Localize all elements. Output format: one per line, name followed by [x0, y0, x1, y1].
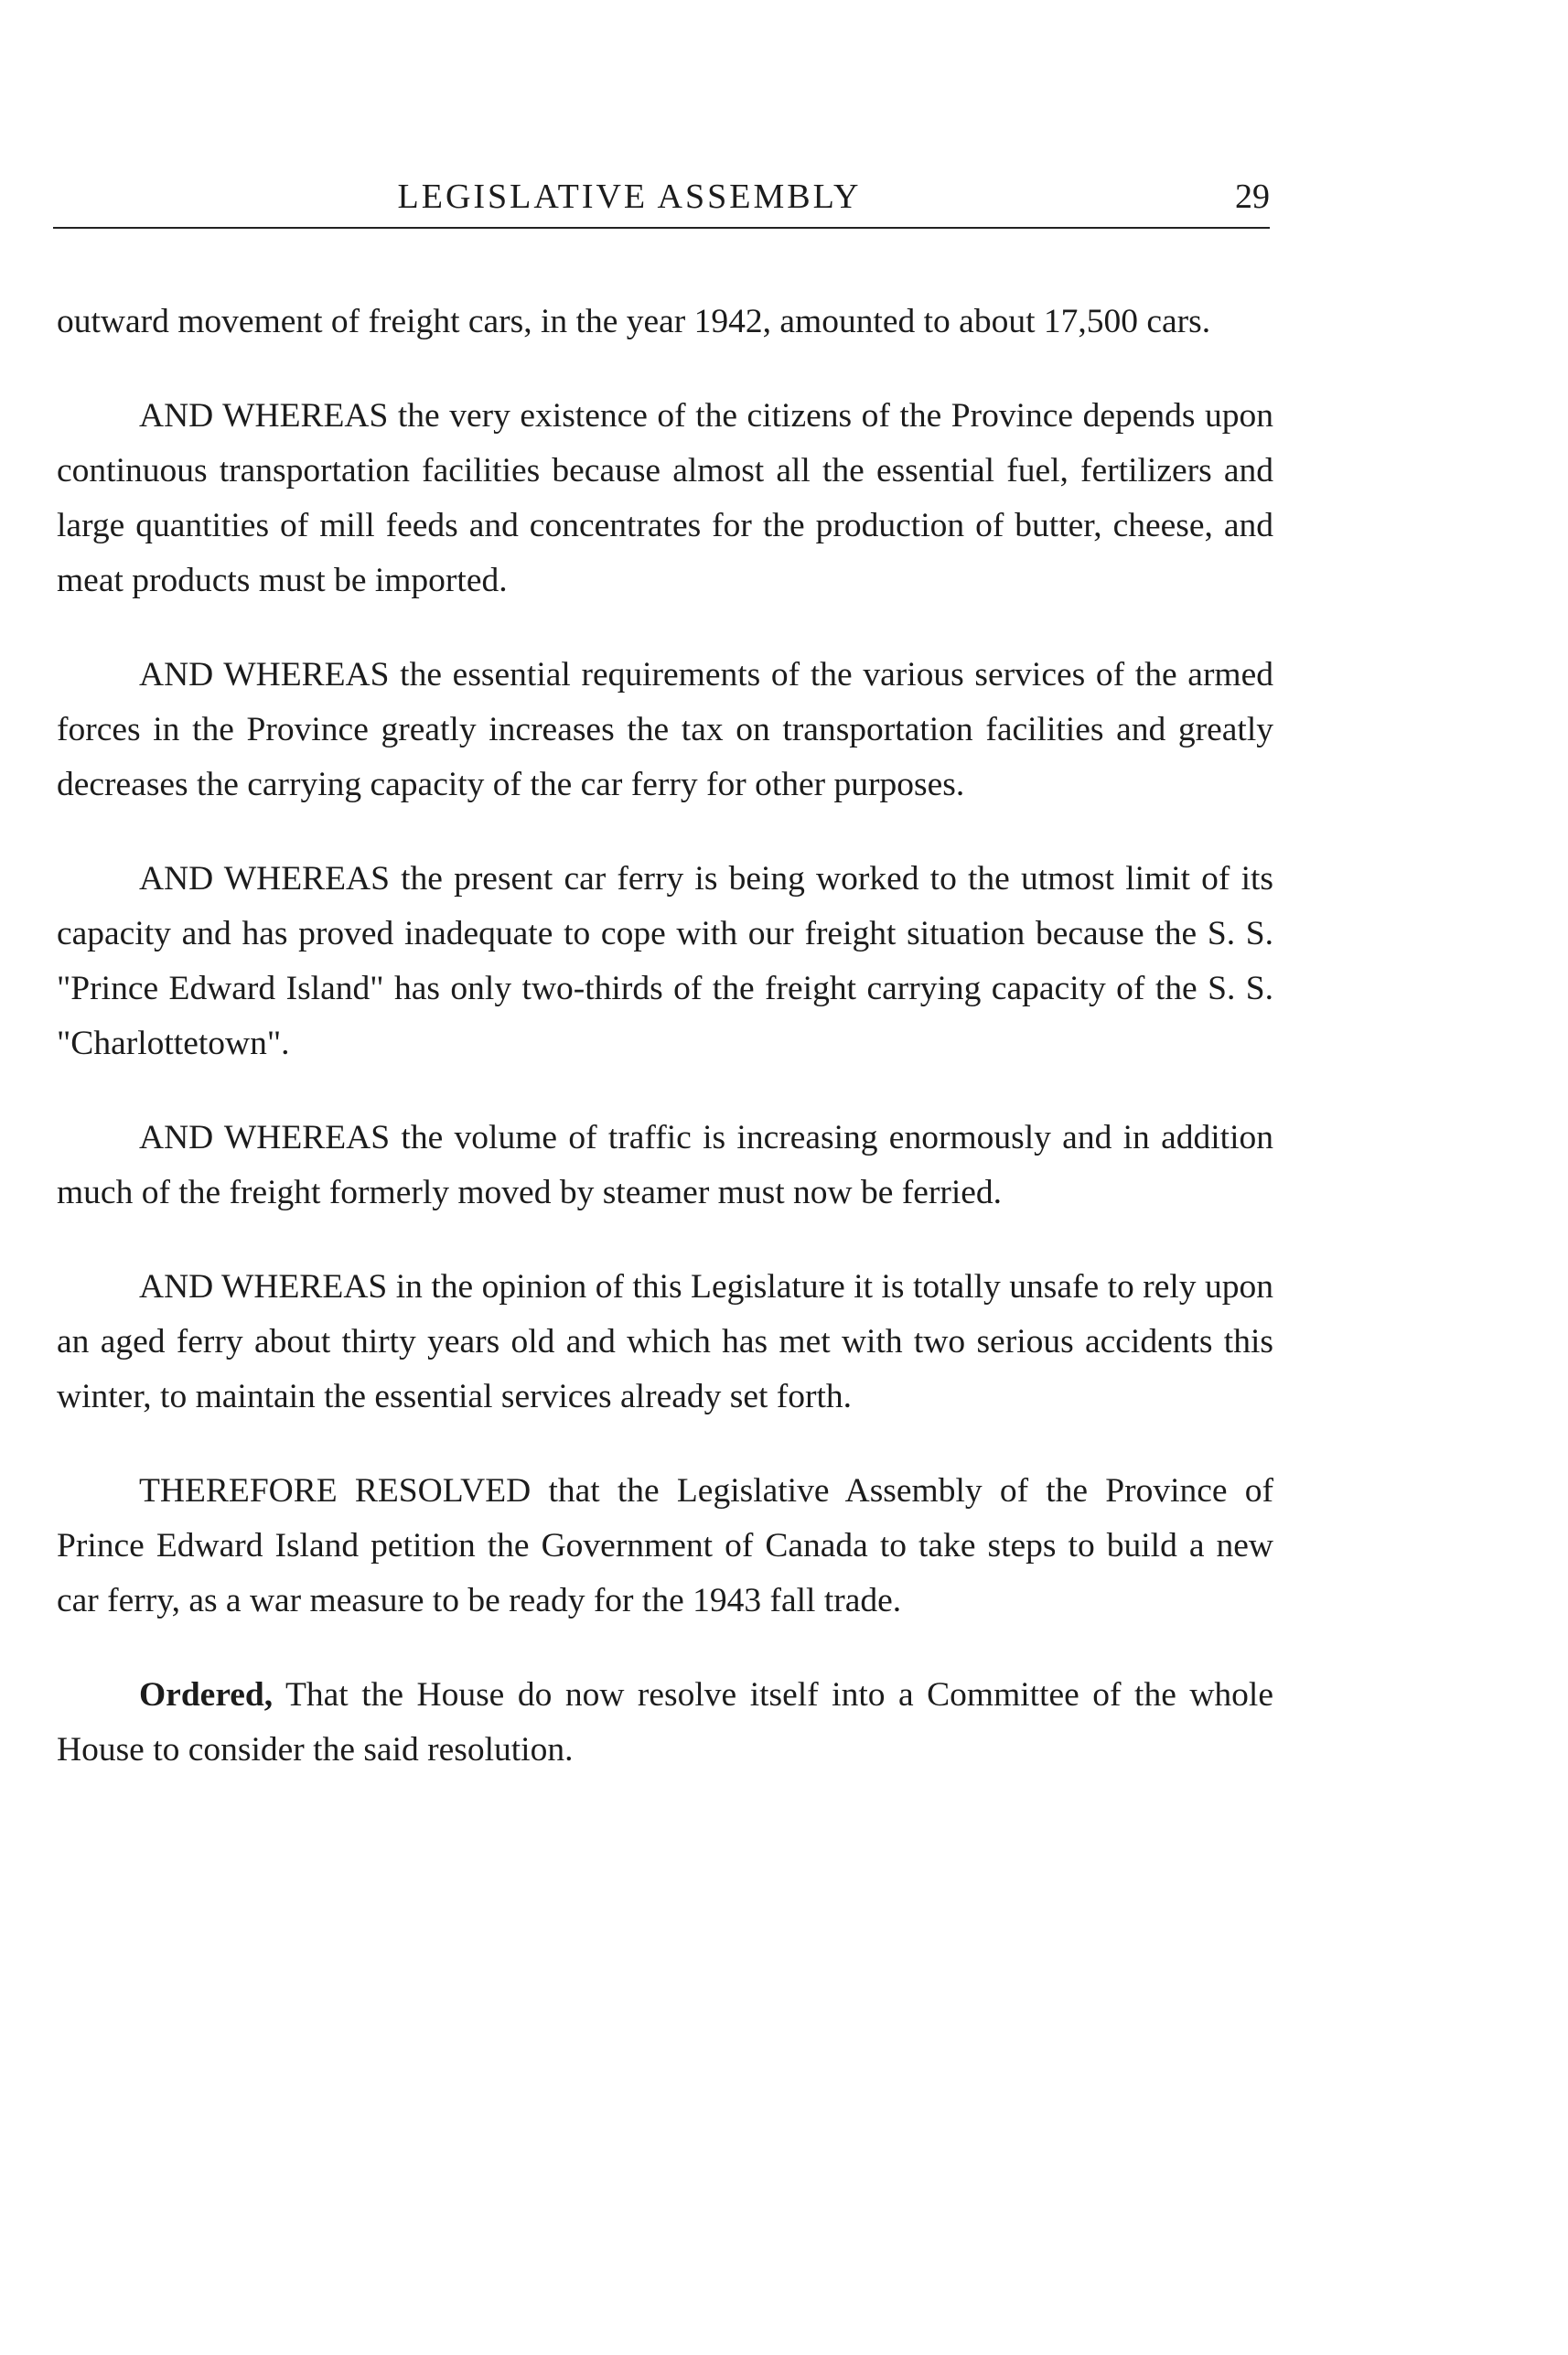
paragraph-whereas-existence: AND WHEREAS the very existence of the citizens of the Province depends upon continuous transportation facilities because almost all the essential fuel, fertilizers and large quantities of mill feeds and concentrates for the production of butter, cheese, and meat products must be imported. [57, 397, 1273, 599]
body-text [57, 295, 1273, 1817]
header-rule [53, 227, 1270, 229]
paragraph-continuation: outward movement of freight cars, in the year 1942, amounted to about 17,500 cars. [57, 303, 1211, 340]
paragraph-whereas-present-ferry: AND WHEREAS the present car ferry is being worked to the utmost limit of its capacity and has proved inadequate to cope with our freight situation because the S. S. "Prince Edward Island" has only two-thirds of the freight carrying capacity of the S. S. "Charlottetown". [57, 860, 1273, 1062]
page-number: 29 [1235, 177, 1270, 216]
running-title: LEGISLATIVE ASSEMBLY [397, 177, 862, 216]
running-header [53, 174, 1270, 229]
ordered-text: That the House do now resolve itself into a Committee of the whole House to consider the said resolution. [57, 1676, 1273, 1769]
paragraph-therefore-resolved: THEREFORE RESOLVED that the Legislative Assembly of the Province of Prince Edward Island petition the Government of Canada to take steps to build a new car ferry, as a war measure to be ready for the 1943 fall trade. [57, 1472, 1273, 1619]
paragraph-ordered [57, 1668, 1273, 1778]
paragraph-whereas-armed-forces: AND WHEREAS the essential requirements of the various services of the armed forces in the Province greatly increases the tax on transportation facilities and greatly decreases the carrying capacity of the car ferry for other purposes. [57, 656, 1273, 803]
ordered-lead: Ordered, [139, 1676, 274, 1714]
paragraph-whereas-traffic-volume: AND WHEREAS the volume of traffic is increasing enormously and in addition much of the freight formerly moved by steamer must now be ferried. [57, 1119, 1273, 1211]
paragraph-whereas-aged-ferry: AND WHEREAS in the opinion of this Legislature it is totally unsafe to rely upon an aged ferry about thirty years old and which has met with two serious accidents this winter, to maintain the essential services already set forth. [57, 1268, 1273, 1415]
